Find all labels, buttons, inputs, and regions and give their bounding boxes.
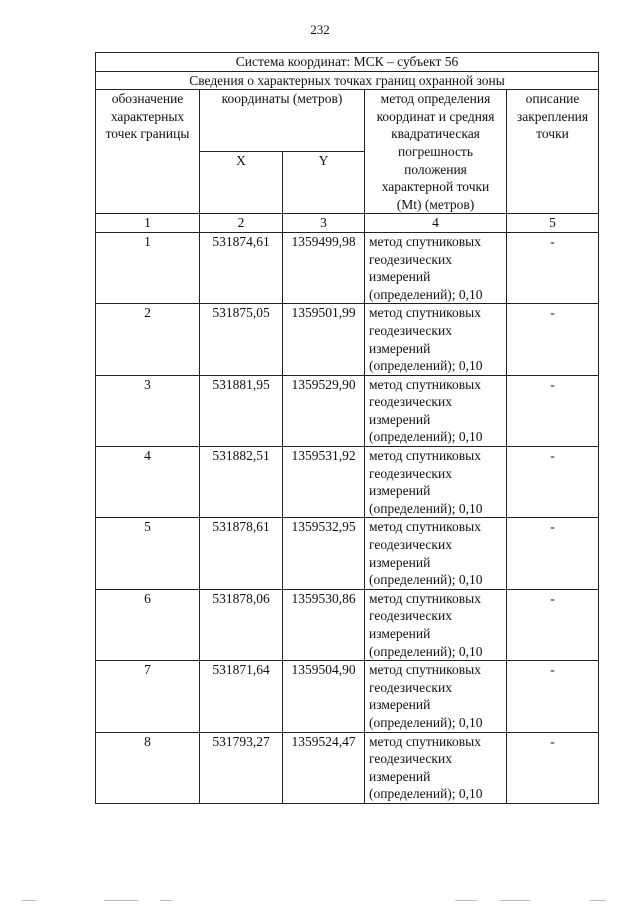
header-description: описание закрепления точки [507, 90, 599, 214]
point-number: 3 [96, 375, 200, 446]
coordinates-table [95, 52, 599, 804]
x-coordinate: 531875,05 [200, 304, 283, 375]
table-row [96, 589, 599, 660]
column-number: 2 [200, 214, 283, 233]
x-coordinate: 531878,06 [200, 589, 283, 660]
column-number-row [96, 214, 599, 233]
point-fixing-description: - [507, 732, 599, 803]
table-row [96, 232, 599, 303]
method-description: метод спутниковых геодезических измерений (определений); 0,10 [365, 232, 507, 303]
method-description: метод спутниковых геодезических измерений (определений); 0,10 [365, 447, 507, 518]
header-y: Y [283, 152, 365, 214]
table-row [96, 447, 599, 518]
coordinate-system-title: Система координат: МСК – субъект 56 [96, 53, 599, 72]
point-fixing-description: - [507, 304, 599, 375]
method-description: метод спутниковых геодезических измерений (определений); 0,10 [365, 661, 507, 732]
page-number: 232 [310, 22, 330, 37]
x-coordinate: 531878,61 [200, 518, 283, 589]
method-description: метод спутниковых геодезических измерений (определений); 0,10 [365, 304, 507, 375]
x-coordinate: 531881,95 [200, 375, 283, 446]
point-number: 2 [96, 304, 200, 375]
method-description: метод спутниковых геодезических измерений (определений); 0,10 [365, 732, 507, 803]
y-coordinate: 1359524,47 [283, 732, 365, 803]
y-coordinate: 1359532,95 [283, 518, 365, 589]
header-coordinates: координаты (метров) [200, 90, 365, 152]
x-coordinate: 531871,64 [200, 661, 283, 732]
point-fixing-description: - [507, 518, 599, 589]
column-number: 3 [283, 214, 365, 233]
y-coordinate: 1359530,86 [283, 589, 365, 660]
point-number: 8 [96, 732, 200, 803]
point-number: 1 [96, 232, 200, 303]
table-row [96, 304, 599, 375]
header-x: X [200, 152, 283, 214]
table-row [96, 518, 599, 589]
header-designation: обозначение характерных точек границы [96, 90, 200, 214]
point-number: 7 [96, 661, 200, 732]
x-coordinate: 531882,51 [200, 447, 283, 518]
y-coordinate: 1359504,90 [283, 661, 365, 732]
y-coordinate: 1359501,99 [283, 304, 365, 375]
column-number: 5 [507, 214, 599, 233]
table-row [96, 661, 599, 732]
y-coordinate: 1359531,92 [283, 447, 365, 518]
point-number: 6 [96, 589, 200, 660]
y-coordinate: 1359529,90 [283, 375, 365, 446]
table-row [96, 732, 599, 803]
x-coordinate: 531874,61 [200, 232, 283, 303]
column-number: 1 [96, 214, 200, 233]
scan-artifacts [0, 898, 640, 904]
method-description: метод спутниковых геодезических измерений (определений); 0,10 [365, 518, 507, 589]
y-coordinate: 1359499,98 [283, 232, 365, 303]
table-row [96, 375, 599, 446]
section-title: Сведения о характерных точках границ охранной зоны [96, 71, 599, 90]
x-coordinate: 531793,27 [200, 732, 283, 803]
point-fixing-description: - [507, 232, 599, 303]
method-description: метод спутниковых геодезических измерений (определений); 0,10 [365, 375, 507, 446]
point-number: 5 [96, 518, 200, 589]
point-number: 4 [96, 447, 200, 518]
point-fixing-description: - [507, 589, 599, 660]
point-fixing-description: - [507, 447, 599, 518]
column-number: 4 [365, 214, 507, 233]
point-fixing-description: - [507, 661, 599, 732]
header-method: метод определения координат и средняя квадратическая погрешность положения характерной точки (Mt) (метров) [365, 90, 507, 214]
point-fixing-description: - [507, 375, 599, 446]
method-description: метод спутниковых геодезических измерений (определений); 0,10 [365, 589, 507, 660]
